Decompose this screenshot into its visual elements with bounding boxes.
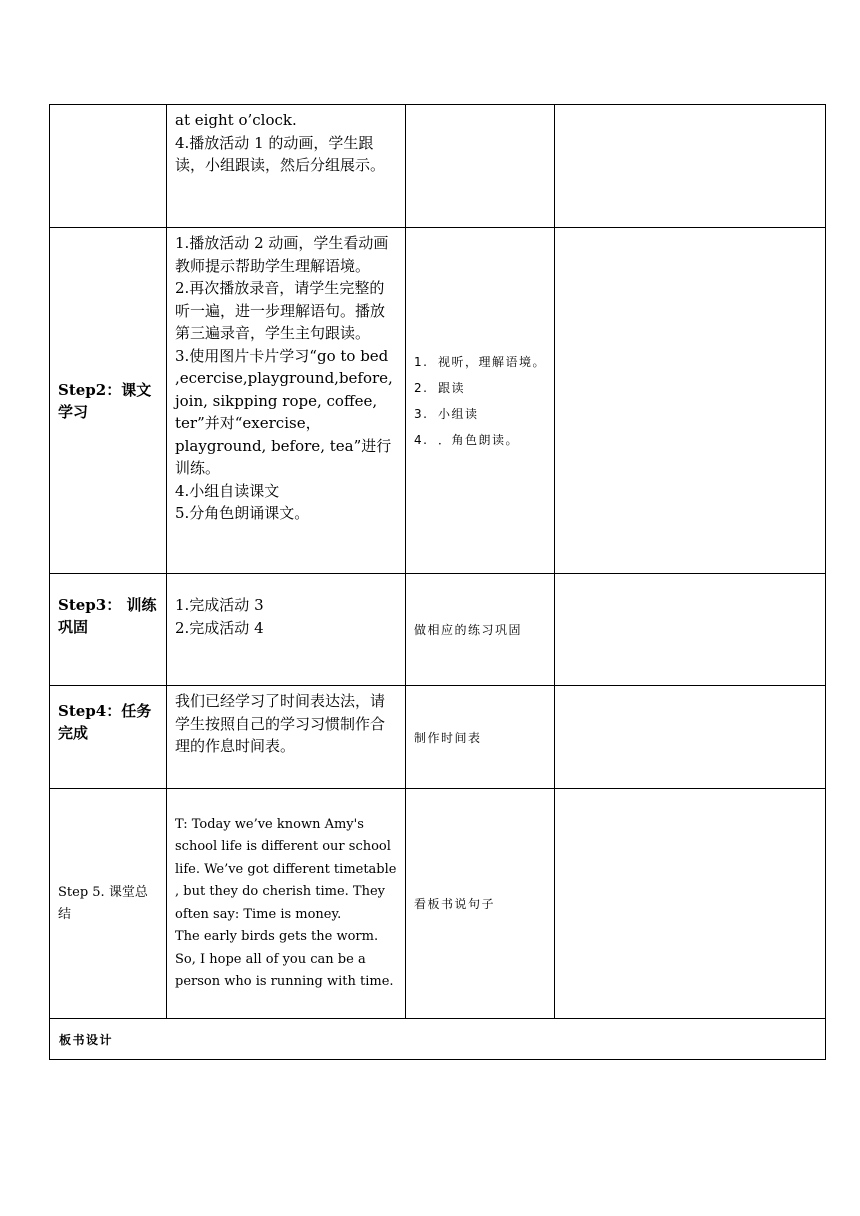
table-row — [50, 686, 826, 789]
content-line: 4.小组自读课文 — [175, 481, 280, 500]
activity-cell — [406, 686, 555, 789]
content-cell — [167, 789, 406, 1019]
content-cell — [167, 105, 406, 228]
notes-cell — [555, 105, 826, 228]
lesson-plan-table — [49, 104, 826, 1060]
step-cell — [50, 686, 167, 789]
step-label: Step3： 训练巩固 — [58, 596, 157, 636]
table-row — [50, 228, 826, 574]
activity-cell — [406, 228, 555, 574]
content-line: 2.完成活动 4 — [175, 618, 264, 637]
table-row — [50, 105, 826, 228]
list-item: 4. ．角色朗读。 — [414, 432, 520, 447]
list-item: 3. 小组读 — [414, 406, 479, 421]
list-item: 2. 跟读 — [414, 380, 466, 395]
activity-text: 制作时间表 — [414, 730, 482, 745]
content-line: 5.分角色朗诵课文。 — [175, 504, 310, 522]
content-line: 我们已经学习了时间表达法，请学生按照自己的学习习惯制作合理的作息时间表。 — [175, 692, 386, 755]
activity-text: 看板书说句子 — [414, 897, 496, 911]
activity-cell — [406, 105, 555, 228]
table-row — [50, 574, 826, 686]
content-line: 2.再次播放录音，请学生完整的听一遍，进一步理解语句。播放第三遍录音，学生主句跟读。 — [175, 279, 386, 342]
notes-cell — [555, 574, 826, 686]
activity-list — [414, 349, 548, 453]
notes-cell — [555, 789, 826, 1019]
step-label: Step 5. 课堂总结 — [58, 884, 148, 922]
table-row — [50, 1019, 826, 1060]
content-line: 1.完成活动 3 — [175, 596, 264, 614]
content-line: So, I hope all of you can be a person who is running with time. — [175, 951, 394, 989]
step-cell — [50, 789, 167, 1019]
activity-cell — [406, 789, 555, 1019]
content-line: 3.使用图片卡片学习“go to bed ,ecercise,playground,before, join, sikpping rope, coffee, ter”并对“exercise，playground, before, tea”进行训练。 — [175, 346, 393, 477]
list-item: 1. 视听，理解语境。 — [414, 354, 547, 369]
content-cell — [167, 574, 406, 686]
content-line: T: Today we’ve known Amy's school life is different our school life. We’ve got different timetable , but they do cherish time. They often say: Time is money. — [175, 816, 397, 922]
activity-cell — [406, 574, 555, 686]
content-cell — [167, 686, 406, 789]
notes-cell — [555, 686, 826, 789]
content-line: 1.播放活动 2 动画，学生看动画教师提示帮助学生理解语境。 — [175, 234, 389, 275]
step-label: Step2：课文学习 — [58, 380, 152, 421]
step-cell — [50, 228, 167, 574]
content-line: at eight o’clock. — [175, 111, 297, 129]
step-cell — [50, 574, 167, 686]
step-cell — [50, 105, 167, 228]
content-line: 4.播放活动 1 的动画，学生跟读，小组跟读，然后分组展示。 — [175, 133, 386, 174]
table-row — [50, 789, 826, 1019]
step-label: Step4：任务完成 — [58, 702, 152, 742]
activity-text: 做相应的练习巩固 — [414, 623, 523, 637]
content-cell — [167, 228, 406, 574]
notes-cell — [555, 228, 826, 574]
content-line: The early birds gets the worm. — [175, 929, 379, 944]
board-design-label: 板书设计 — [50, 1019, 826, 1060]
